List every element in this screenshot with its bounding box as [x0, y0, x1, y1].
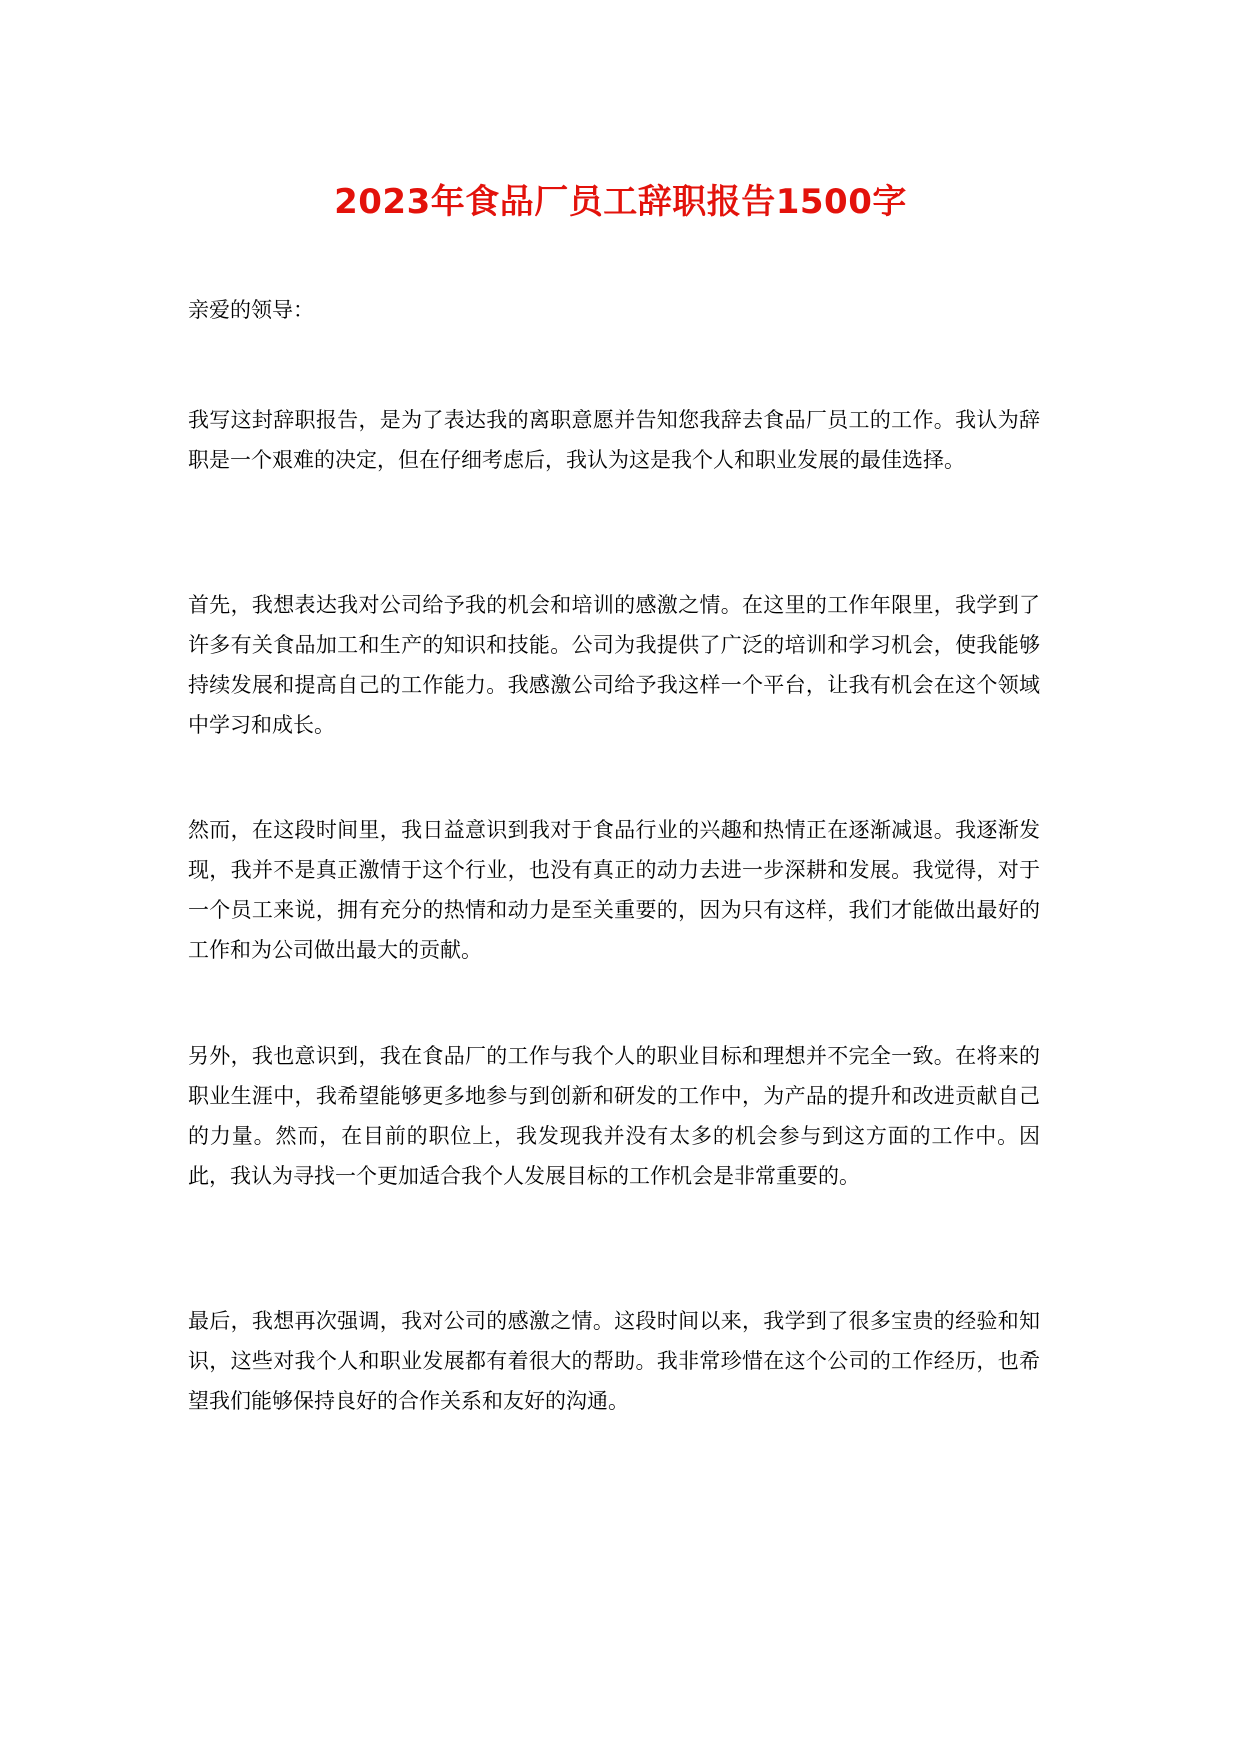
paragraph-2: 首先，我想表达我对公司给予我的机会和培训的感激之情。在这里的工作年限里，我学到了许多有关食品加工和生产的知识和技能。公司为我提供了广泛的培训和学习机会，使我能够持续发展和提高自己的工作能力。我感激公司给予我这样一个平台，让我有机会在这个领域中学习和成长。 [188, 593, 1040, 737]
paragraph-1: 我写这封辞职报告，是为了表达我的离职意愿并告知您我辞去食品厂员工的工作。我认为辞职是一个艰难的决定，但在仔细考虑后，我认为这是我个人和职业发展的最佳选择。 [188, 408, 1040, 472]
document-title: 2023年食品厂员工辞职报告1500字 [334, 182, 907, 222]
paragraph-5: 最后，我想再次强调，我对公司的感激之情。这段时间以来，我学到了很多宝贵的经验和知识，这些对我个人和职业发展都有着很大的帮助。我非常珍惜在这个公司的工作经历，也希望我们能够保持良好的合作关系和友好的沟通。 [188, 1309, 1040, 1413]
paragraph-3: 然而，在这段时间里，我日益意识到我对于食品行业的兴趣和热情正在逐渐减退。我逐渐发现，我并不是真正激情于这个行业，也没有真正的动力去进一步深耕和发展。我觉得，对于一个员工来说，拥有充分的热情和动力是至关重要的，因为只有这样，我们才能做出最好的工作和为公司做出最大的贡献。 [188, 818, 1040, 962]
salutation: 亲爱的领导： [188, 298, 314, 322]
paragraph-4: 另外，我也意识到，我在食品厂的工作与我个人的职业目标和理想并不完全一致。在将来的职业生涯中，我希望能够更多地参与到创新和研发的工作中，为产品的提升和改进贡献自己的力量。然而，在目前的职位上，我发现我并没有太多的机会参与到这方面的工作中。因此，我认为寻找一个更加适合我个人发展目标的工作机会是非常重要的。 [188, 1044, 1040, 1188]
